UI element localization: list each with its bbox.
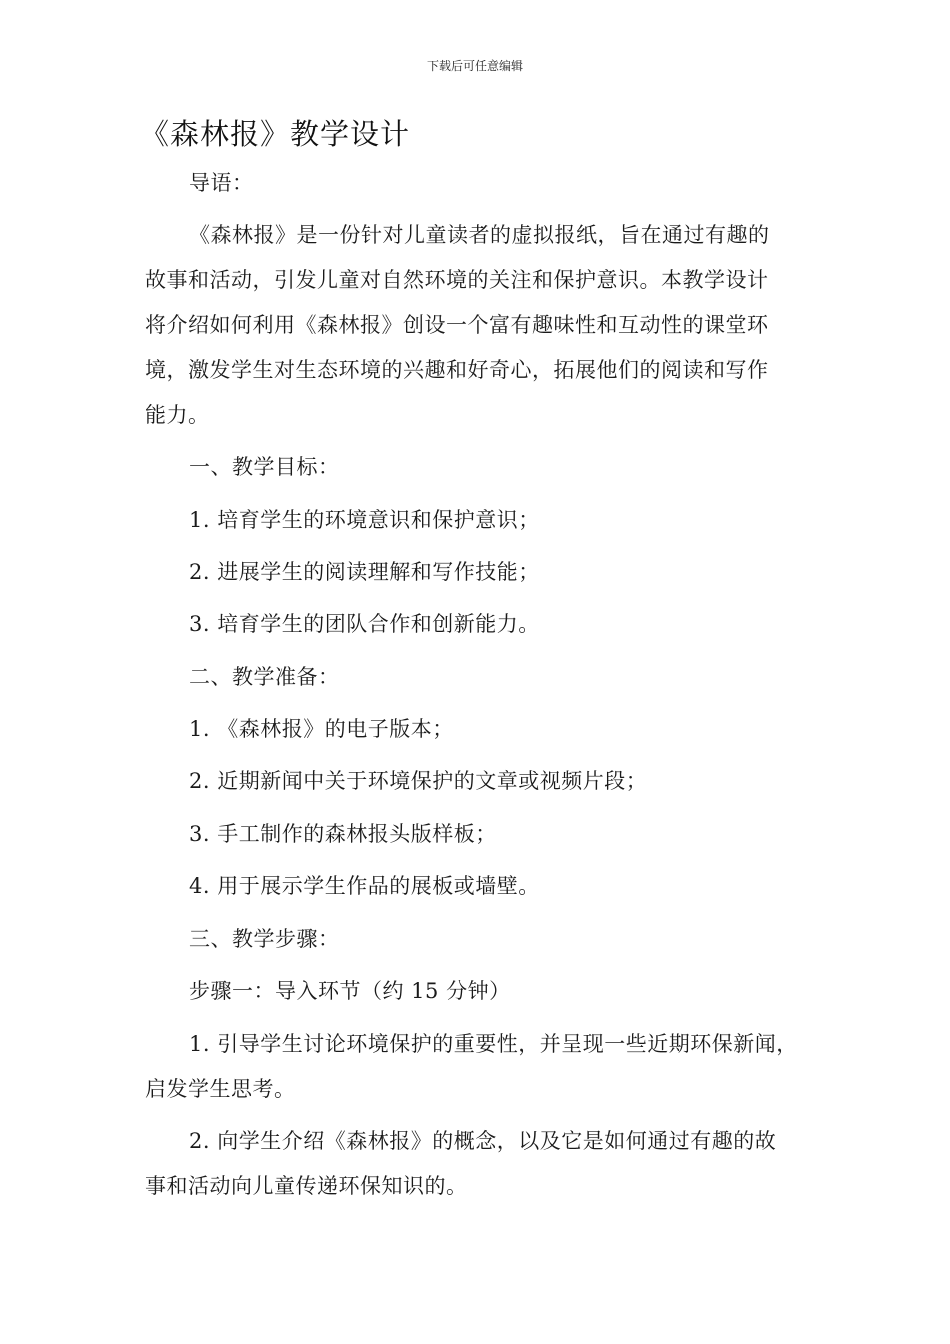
intro-line-5: 能力。	[145, 403, 210, 427]
preparation-item: 3. 手工制作的森林报头版样板；	[189, 822, 497, 846]
objective-item: 3. 培育学生的团队合作和创新能力。	[189, 612, 540, 636]
step1-heading: 步骤一：导入环节（约 15 分钟）	[189, 979, 511, 1003]
preparation-item: 4. 用于展示学生作品的展板或墙壁。	[189, 874, 540, 898]
document-title: 《森林报》教学设计	[140, 117, 411, 151]
section-heading-preparation: 二、教学准备：	[189, 665, 340, 689]
intro-line-2: 故事和活动，引发儿童对自然环境的关注和保护意识。本教学设计	[145, 268, 769, 292]
step1-item-1-line-1: 1. 引导学生讨论环境保护的重要性，并呈现一些近期环保新闻，	[189, 1032, 798, 1056]
section-heading-objectives: 一、教学目标：	[189, 455, 340, 479]
step1-item-2-line-2: 事和活动向儿童传递环保知识的。	[145, 1174, 468, 1198]
step1-item-1-line-2: 启发学生思考。	[145, 1077, 296, 1101]
step1-item-2-line-1: 2. 向学生介绍《森林报》的概念，以及它是如何通过有趣的故	[189, 1129, 777, 1153]
preparation-item: 1. 《森林报》的电子版本；	[189, 717, 454, 741]
section-heading-steps: 三、教学步骤：	[189, 927, 340, 951]
header-note: 下载后可任意编辑	[426, 59, 523, 73]
preparation-item: 2. 近期新闻中关于环境保护的文章或视频片段；	[189, 769, 648, 793]
objective-item: 2. 进展学生的阅读理解和写作技能；	[189, 560, 540, 584]
intro-label: 导语：	[189, 171, 254, 195]
intro-line-3: 将介绍如何利用《森林报》创设一个富有趣味性和互动性的课堂环	[145, 313, 769, 337]
objective-item: 1. 培育学生的环境意识和保护意识；	[189, 508, 540, 532]
intro-line-4: 境，激发学生对生态环境的兴趣和好奇心，拓展他们的阅读和写作	[145, 358, 769, 382]
intro-line-1: 《森林报》是一份针对儿童读者的虚拟报纸，旨在通过有趣的	[189, 223, 770, 247]
